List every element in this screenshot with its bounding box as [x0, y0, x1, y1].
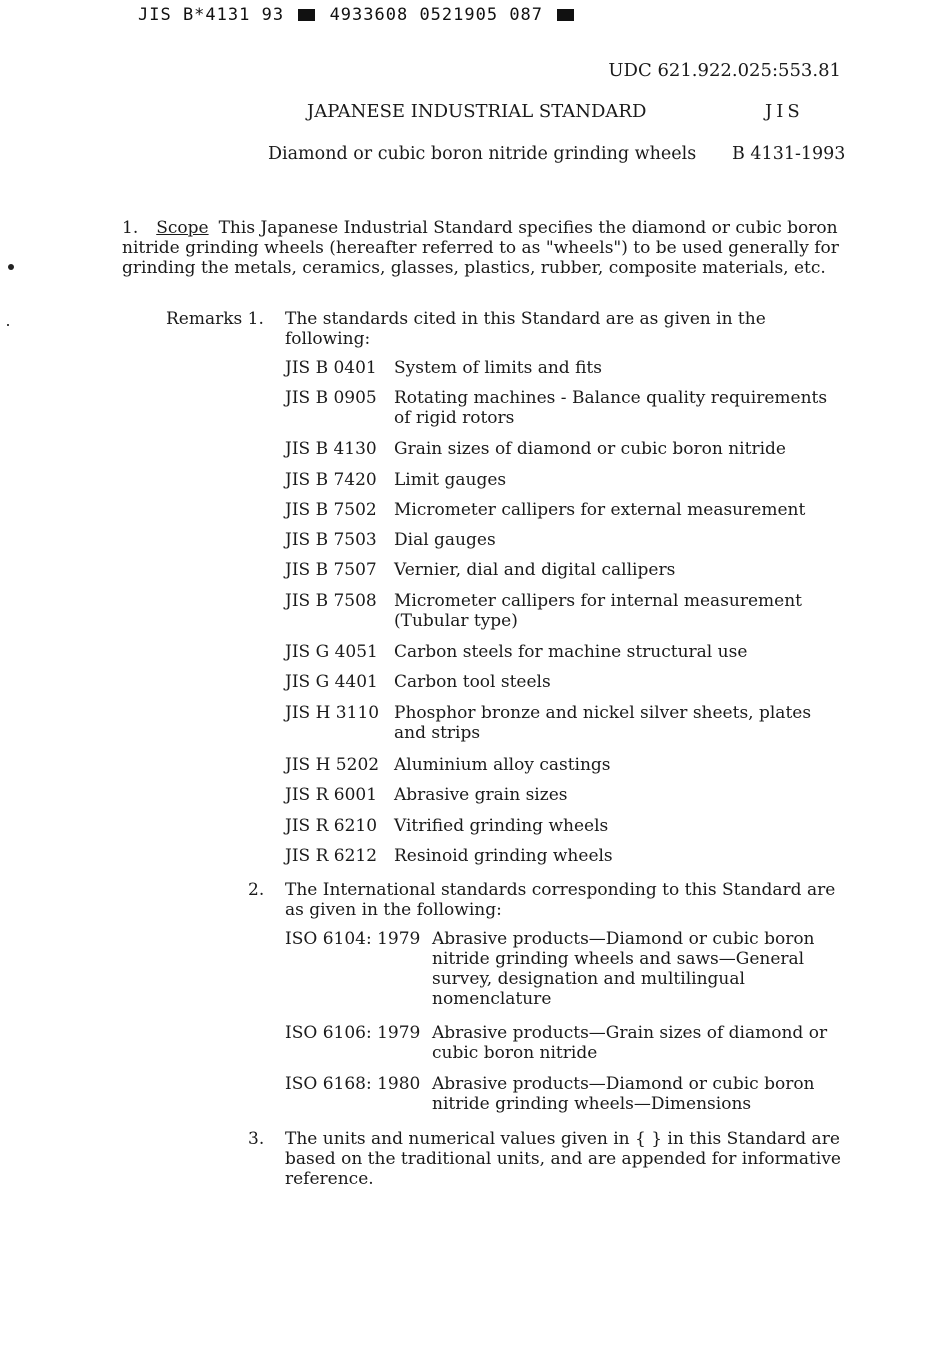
ref-code: JIS B 7507 — [285, 560, 377, 580]
scan-smudge — [8, 264, 14, 270]
ref-code: JIS G 4051 — [285, 642, 378, 662]
standard-type: JAPANESE INDUSTRIAL STANDARD — [307, 101, 647, 122]
ref-title: Micrometer callipers for external measurement — [394, 500, 806, 520]
ref-code: JIS B 7420 — [285, 470, 377, 490]
remark-2-text: The International standards corresponding to this Standard are as given in the following: — [285, 880, 836, 920]
ref-code: JIS R 6210 — [285, 816, 378, 836]
ref-title: Aluminium alloy castings — [394, 755, 611, 775]
ref-title: Abrasive grain sizes — [394, 785, 568, 805]
iso-code: ISO 6106: 1979 — [285, 1023, 421, 1043]
ref-code: JIS B 0401 — [285, 358, 377, 378]
ref-code: JIS B 7508 — [285, 591, 377, 611]
ref-title: Rotating machines - Balance quality requirements of rigid rotors — [394, 388, 828, 428]
remarks-label: Remarks 1. — [166, 309, 264, 329]
ref-code: JIS B 7503 — [285, 530, 377, 550]
scope-text: This Japanese Industrial Standard specifies the diamond or cubic boron nitride grinding wheels (hereafter referred to as "wheels") to be used generally for grinding the metals, ceramics, glasses, plastics, rubber, composite materials, etc. — [122, 218, 839, 278]
ref-code: JIS B 7502 — [285, 500, 377, 520]
ref-title: Limit gauges — [394, 470, 507, 490]
remark-3-text: The units and numerical values given in { } in this Standard are based on the traditional units, and are appended for informative reference. — [285, 1129, 841, 1189]
ref-title: Vitrified grinding wheels — [394, 816, 609, 836]
ref-title: Resinoid grinding wheels — [394, 846, 613, 866]
document-number: B 4131-1993 — [732, 144, 846, 164]
remark-2-number: 2. — [248, 880, 265, 900]
ref-title: Dial gauges — [394, 530, 496, 550]
ref-code: JIS B 0905 — [285, 388, 377, 408]
ref-code: JIS R 6001 — [285, 785, 378, 805]
ref-title: Carbon steels for machine structural use — [394, 642, 748, 662]
ref-code: JIS G 4401 — [285, 672, 378, 692]
scan-block-2 — [557, 9, 574, 21]
iso-code: ISO 6104: 1979 — [285, 929, 421, 949]
scope-number: 1. — [122, 218, 139, 238]
scan-header — [138, 5, 577, 25]
scan-speck — [7, 324, 9, 326]
ref-title: Phosphor bronze and nickel silver sheets, plates and strips — [394, 703, 812, 743]
ref-code: JIS H 3110 — [285, 703, 380, 723]
scan-block-1 — [298, 9, 315, 21]
ref-title: Carbon tool steels — [394, 672, 551, 692]
remark-1-text: The standards cited in this Standard are as given in the following: — [285, 309, 766, 349]
scope-heading: Scope — [156, 218, 209, 238]
ref-title: Grain sizes of diamond or cubic boron nitride — [394, 439, 786, 459]
iso-title: Abrasive products—Diamond or cubic boron nitride grinding wheels—Dimensions — [432, 1074, 815, 1114]
ref-title: System of limits and fits — [394, 358, 602, 378]
ref-code: JIS H 5202 — [285, 755, 380, 775]
ref-code: JIS B 4130 — [285, 439, 377, 459]
udc-code: UDC 621.922.025:553.81 — [608, 60, 841, 81]
iso-title: Abrasive products—Grain sizes of diamond or cubic boron nitride — [432, 1023, 828, 1063]
jis-mark: JIS — [765, 101, 804, 122]
ref-title: Micrometer callipers for internal measurement (Tubular type) — [394, 591, 803, 631]
scan-header-code: 4933608 0521905 087 — [329, 5, 544, 25]
scan-header-id: JIS B*4131 93 — [138, 5, 285, 25]
ref-code: JIS R 6212 — [285, 846, 378, 866]
iso-code: ISO 6168: 1980 — [285, 1074, 421, 1094]
document-title: Diamond or cubic boron nitride grinding wheels — [268, 144, 697, 164]
remark-3-number: 3. — [248, 1129, 265, 1149]
iso-title: Abrasive products—Diamond or cubic boron nitride grinding wheels and saws—General survey, designation and multilingual nomenclature — [432, 929, 815, 1009]
scope-paragraph — [122, 218, 840, 278]
ref-title: Vernier, dial and digital callipers — [394, 560, 676, 580]
